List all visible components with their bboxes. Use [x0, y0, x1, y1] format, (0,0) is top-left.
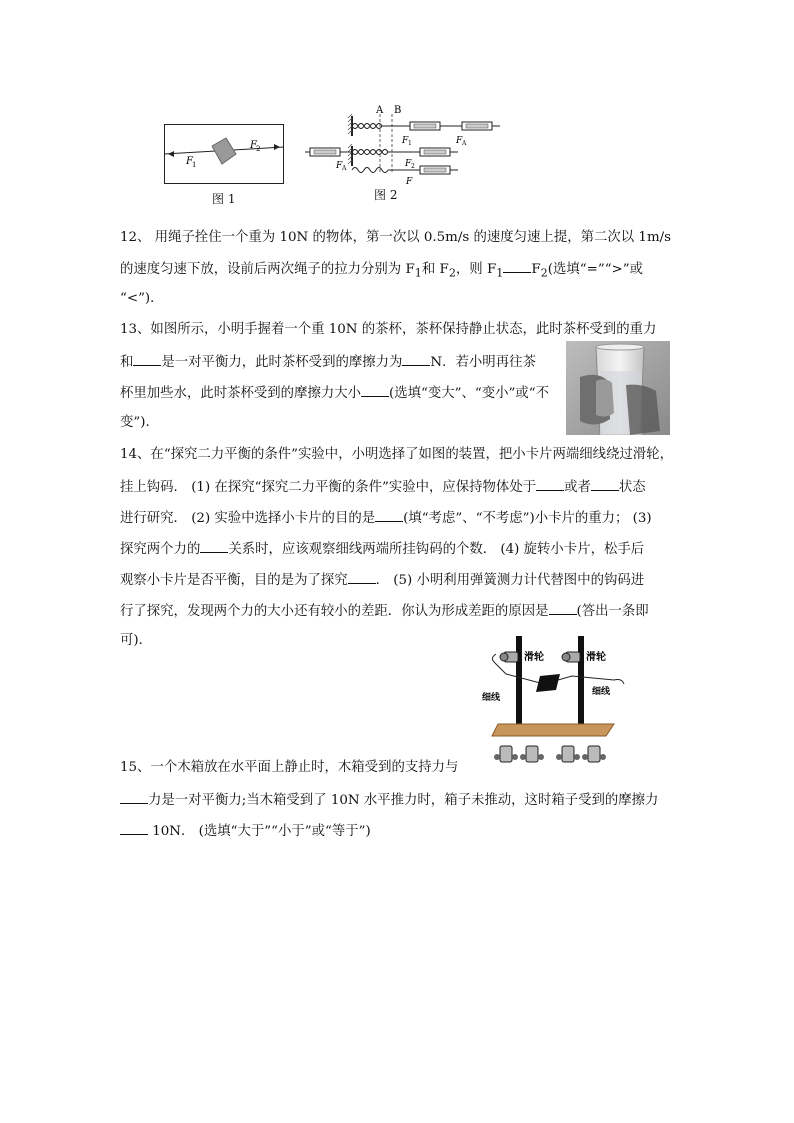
figure-1-f2-label: F	[250, 140, 257, 151]
q14-text-i: ． (5) 小明利用弹簧测力计代替图中的钩码进	[375, 573, 645, 588]
q13-text-b: 是一对平衡力，此时茶杯受到的摩擦力为	[161, 355, 403, 370]
q12-text-c: ，则 F	[455, 262, 497, 277]
q14-line-2	[120, 477, 646, 497]
q14-line-6	[120, 601, 649, 621]
figure-1	[164, 124, 284, 184]
q14-text-a: 挂上钩码． (1) 在探究“探究二力平衡的条件”实验中，应保持物体处于	[120, 480, 537, 495]
q14-blank-2[interactable]	[591, 477, 619, 491]
q14-line-5	[120, 570, 644, 590]
figure-2-label-a: A	[376, 105, 384, 116]
q12-text-a: 的速度匀速下放，设前后两次绳子的拉力分别为 F	[120, 262, 415, 277]
q14-blank-3[interactable]	[375, 508, 403, 522]
q14-line-1: 14、在“探究二力平衡的条件”实验中，小明选择了如图的装置，把小卡片两端细线绕过滑轮，	[120, 447, 673, 462]
q13-blank-2[interactable]	[402, 352, 430, 366]
q13-line-2	[120, 352, 536, 372]
q13-text-d: 杯里加些水，此时茶杯受到的摩擦力大小	[120, 386, 362, 401]
cup-photo	[566, 341, 670, 435]
q13-line-1: 13、如图所示，小明手握着一个重 10N 的茶杯，茶杯保持静止状态，此时茶杯受到的重力	[120, 322, 657, 337]
figure-2-fb-sub: A	[342, 165, 347, 172]
q15-blank-1[interactable]	[120, 790, 148, 804]
q15-blank-2[interactable]	[120, 821, 148, 835]
q14-text-d: 进行研究． (2) 实验中选择小卡片的目的是	[120, 511, 376, 526]
thread-right-label: 细线	[592, 687, 611, 697]
q13-blank-3[interactable]	[361, 383, 389, 397]
q12-text-b: 和 F	[421, 262, 449, 277]
q14-blank-6[interactable]	[549, 601, 577, 615]
figure-2-fa-sub: A	[462, 140, 467, 147]
q14-text-c: 状态	[618, 480, 646, 495]
q15-line-1: 15、一个木箱放在水平面上静止时，木箱受到的支持力与	[120, 760, 459, 775]
figure-1-f1-sub: 1	[192, 161, 197, 169]
figure-1-f2-sub: 2	[256, 145, 261, 153]
figure-2-fa-label: F	[456, 136, 463, 146]
q12-sub-2: 2	[448, 266, 456, 280]
q14-line-7: 可)．	[120, 633, 153, 648]
q13-line-3	[120, 383, 549, 403]
figure-1-f1-label: F	[186, 156, 193, 167]
q14-line-4	[120, 539, 644, 559]
q13-text-a: 和	[120, 355, 134, 370]
thread-left-label: 细线	[482, 693, 501, 703]
figure-2-f-label: F	[406, 177, 413, 184]
pulley-apparatus-figure	[474, 632, 642, 774]
q15-text-d: 10N． (选填“大于”“小于”或“等于”)	[148, 824, 371, 839]
q12-line-3: “<”)．	[120, 291, 164, 306]
figure-2-f2-sub: 2	[411, 163, 415, 170]
q12-line-1: 12、 用绳子拴住一个重为 10N 的物体，第一次以 0.5m/s 的速度匀速上提，第二次以 1m/s	[120, 230, 672, 245]
q12-line-2	[120, 259, 643, 283]
q14-text-h: 观察小卡片是否平衡，目的是为了探究	[120, 573, 348, 588]
q14-blank-4[interactable]	[200, 539, 228, 553]
q13-blank-1[interactable]	[133, 352, 161, 366]
figure-2-f1-label: F	[402, 136, 409, 146]
pulley-left-label: 滑轮	[524, 652, 544, 663]
q14-text-b: 或者	[564, 480, 591, 495]
q15-text-b: 力是一对平衡力;当木箱受到了 10N 水平推力时，箱子未推动，这时箱子受到的摩擦力	[148, 793, 659, 808]
q13-text-c: N．若小明再往茶	[430, 355, 536, 370]
hand-holding-cup-image	[566, 341, 670, 435]
q12-text-d: F	[531, 262, 541, 277]
q12-text-e: (选填“=”“>”或	[547, 262, 643, 277]
q12-answer-blank[interactable]	[503, 259, 531, 273]
q12-sub-3: 1	[496, 266, 504, 280]
q14-text-j: 行了探究，发现两个力的大小还有较小的差距．你认为形成差距的原因是	[120, 604, 549, 619]
q13-text-e: (选填“变大”、“变小”或“不	[389, 386, 549, 401]
q13-line-4: 变”)．	[120, 415, 159, 430]
figure-2-label-b: B	[394, 105, 402, 116]
q14-text-f: 探究两个力的	[120, 542, 201, 557]
q14-blank-5[interactable]	[348, 570, 376, 584]
figure-1-drawing	[164, 124, 284, 184]
q14-text-g: 关系时，应该观察细线两端所挂钩码的个数． (4) 旋转小卡片，松手后	[228, 542, 645, 557]
figure-1-caption: 图 1	[212, 192, 236, 206]
figure-2-f1-sub: 1	[408, 140, 412, 147]
figure-2-drawing	[300, 102, 505, 184]
q15-line-3	[120, 821, 371, 841]
pulley-apparatus-drawing	[474, 632, 642, 774]
q14-text-e: (填“考虑”、“不考虑”)小卡片的重力； (3)	[403, 511, 652, 526]
q12-sub-1: 1	[414, 266, 422, 280]
q14-blank-1[interactable]	[536, 477, 564, 491]
q14-text-k: (答出一条即	[576, 604, 649, 619]
q12-sub-4: 2	[540, 266, 548, 280]
q15-line-2	[120, 790, 658, 810]
figure-2	[300, 102, 505, 184]
figure-2-f2-label: F	[405, 159, 412, 169]
pulley-right-label: 滑轮	[586, 652, 606, 663]
figure-2-caption: 图 2	[374, 188, 398, 202]
q14-line-3	[120, 508, 652, 528]
figure-2-fb-label: F	[336, 161, 343, 171]
